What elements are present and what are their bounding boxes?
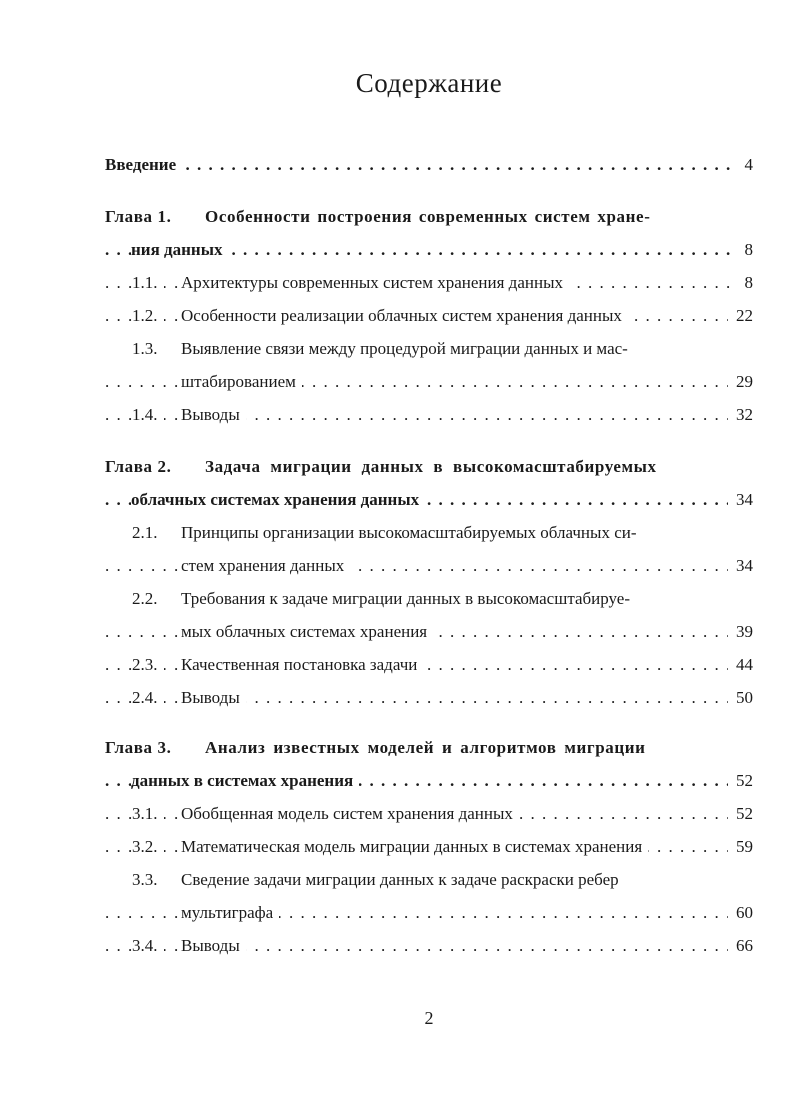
toc-page-number: 59: [728, 835, 753, 859]
toc-section-1-3-line1[interactable]: [105, 337, 753, 361]
section-number: 2.4.: [132, 686, 164, 710]
toc-chapter-2-title-line1[interactable]: [105, 455, 753, 479]
toc-section-1-3-line2[interactable]: [105, 370, 753, 394]
section-number: 3.1.: [132, 802, 164, 826]
section-title: Математическая модель миграции данных в системах хранения: [181, 835, 648, 859]
chapter-title: Особенности построения современных систем хране-: [205, 205, 656, 229]
toc-page-number: 8: [737, 271, 754, 295]
chapter-label: Глава 2.: [105, 455, 177, 479]
chapter-title: облачных системах хранения данных: [131, 488, 425, 512]
section-number: 1.4.: [132, 403, 164, 427]
toc-entry-introduction[interactable]: [105, 153, 753, 177]
section-title: стем хранения данных: [181, 554, 350, 578]
section-number: 1.2.: [132, 304, 164, 328]
chapter-title: Задача миграции данных в высокомасштабируемых: [205, 455, 663, 479]
section-title: Архитектуры современных систем хранения данных: [181, 271, 569, 295]
toc-page-number: 50: [728, 686, 753, 710]
toc-section-3-3-line2[interactable]: [105, 901, 753, 925]
section-title: Качественная постановка задачи: [181, 653, 423, 677]
toc-section-1-1[interactable]: [105, 271, 753, 295]
toc-page-number: 52: [728, 769, 753, 793]
chapter-label: Глава 3.: [105, 736, 177, 760]
section-number: 1.1.: [132, 271, 164, 295]
toc-page-number: 29: [728, 370, 753, 394]
section-title: Выводы: [181, 934, 246, 958]
section-title: Выводы: [181, 686, 246, 710]
toc-section-1-2[interactable]: [105, 304, 753, 328]
toc-section-3-3-line1[interactable]: [105, 868, 753, 892]
toc-entry-label: Введение: [105, 153, 182, 177]
toc-section-2-2-line2[interactable]: [105, 620, 753, 644]
section-title: Выявление связи между процедурой миграции данных и мас-: [181, 337, 634, 361]
toc-chapter-1-title-line2[interactable]: [105, 238, 753, 262]
toc-page-number: 66: [728, 934, 753, 958]
section-title: мых облачных системах хранения: [181, 620, 433, 644]
section-title: Обобщенная модель систем хранения данных: [181, 802, 519, 826]
section-title: Особенности реализации облачных систем хранения данных: [181, 304, 628, 328]
section-number: 2.3.: [132, 653, 164, 677]
section-number: 3.4.: [132, 934, 164, 958]
toc-page-number: 44: [728, 653, 753, 677]
toc-section-2-3[interactable]: [105, 653, 753, 677]
toc-page-number: 60: [728, 901, 753, 925]
toc-chapter-3-title-line1[interactable]: [105, 736, 753, 760]
toc-chapter-3-title-line2[interactable]: [105, 769, 753, 793]
chapter-title: Анализ известных моделей и алгоритмов миграции: [205, 736, 652, 760]
toc-section-2-1-line2[interactable]: [105, 554, 753, 578]
toc-page-number: 22: [728, 304, 753, 328]
section-title: Сведение задачи миграции данных к задаче раскраски ребер: [181, 868, 625, 892]
section-number: 2.2.: [132, 587, 164, 611]
toc-page-number: 39: [728, 620, 753, 644]
toc-section-3-2[interactable]: [105, 835, 753, 859]
toc-section-3-1[interactable]: [105, 802, 753, 826]
chapter-title: ния данных: [131, 238, 229, 262]
toc-section-2-2-line1[interactable]: [105, 587, 753, 611]
toc-page-number: 34: [728, 488, 753, 512]
toc-page-number: 8: [737, 238, 754, 262]
section-number: 1.3.: [132, 337, 164, 361]
section-number: 3.2.: [132, 835, 164, 859]
toc-chapter-1-title-line1[interactable]: [105, 205, 753, 229]
section-number: 3.3.: [132, 868, 164, 892]
section-title: Требования к задаче миграции данных в высокомасштабируе-: [181, 587, 636, 611]
section-title: Принципы организации высокомасштабируемых облачных си-: [181, 521, 643, 545]
chapter-title: данных в системах хранения: [131, 769, 359, 793]
toc-section-1-4[interactable]: [105, 403, 753, 427]
section-title: мультиграфа: [181, 901, 279, 925]
page-title: Содержание: [355, 68, 503, 98]
toc-chapter-2-title-line2[interactable]: [105, 488, 753, 512]
toc-page-number: 34: [728, 554, 753, 578]
section-number: 2.1.: [132, 521, 164, 545]
section-title: Выводы: [181, 403, 246, 427]
toc-section-3-4[interactable]: [105, 934, 753, 958]
toc-page-number: 4: [737, 153, 754, 177]
toc-page-number: 52: [728, 802, 753, 826]
toc-section-2-1-line1[interactable]: [105, 521, 753, 545]
toc-page-number: 32: [728, 403, 753, 427]
toc-section-2-4[interactable]: [105, 686, 753, 710]
section-title: штабированием: [181, 370, 302, 394]
page-number: 2: [424, 1008, 434, 1028]
chapter-label: Глава 1.: [105, 205, 177, 229]
